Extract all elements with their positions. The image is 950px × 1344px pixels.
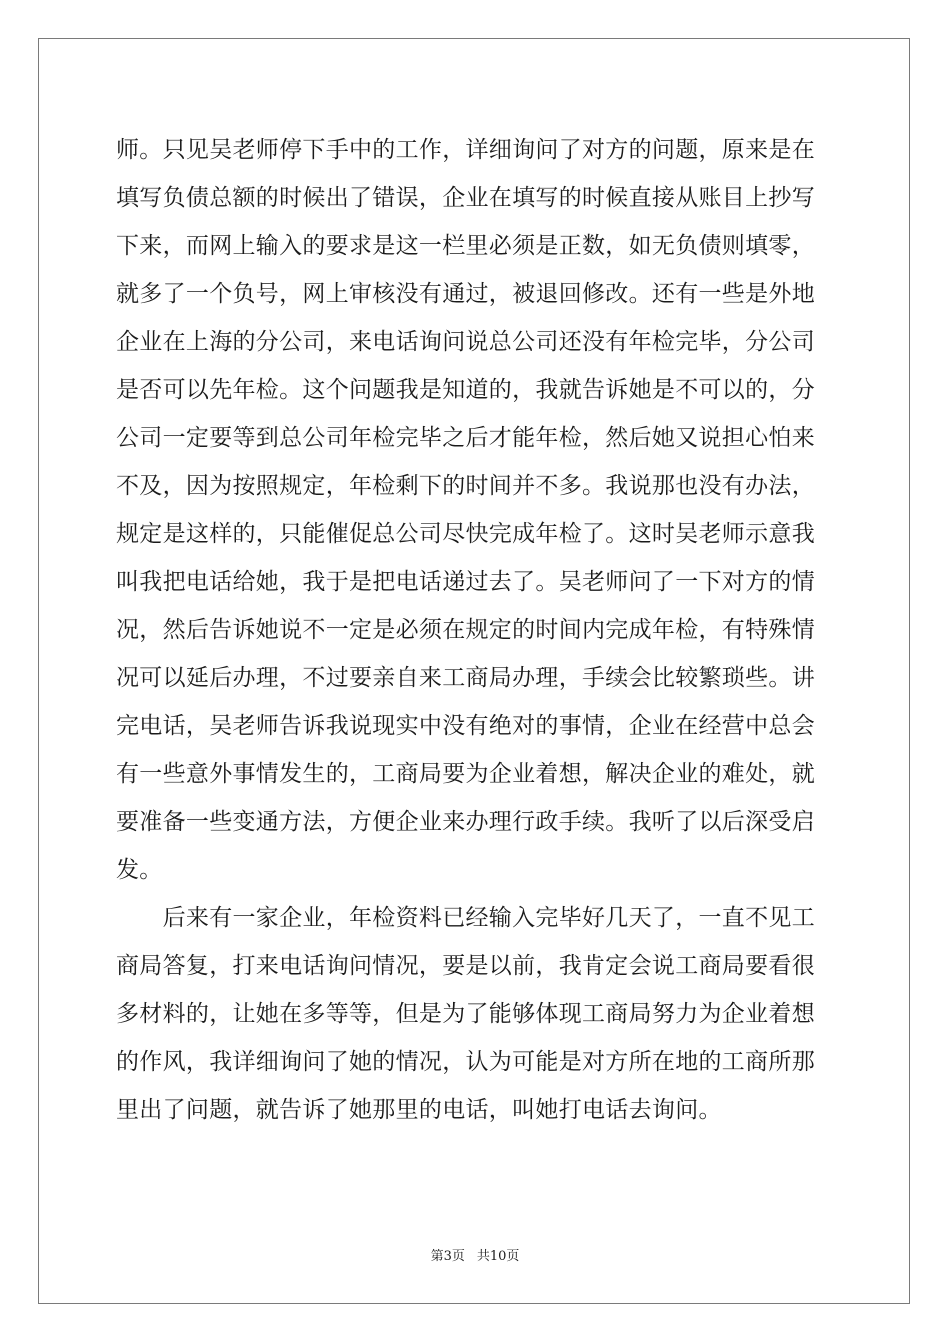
text-line: 况，然后告诉她说不一定是必须在规定的时间内完成年检，有特殊情 bbox=[116, 617, 815, 643]
text-line: 规定是这样的，只能催促总公司尽快完成年检了。这时吴老师示意我 bbox=[116, 521, 815, 547]
text-line: 要准备一些变通方法，方便企业来办理行政手续。我听了以后深受启 bbox=[116, 809, 815, 835]
page-footer bbox=[0, 1248, 950, 1266]
text-line: 下来，而网上输入的要求是这一栏里必须是正数，如无负债则填零， bbox=[116, 233, 815, 259]
text-line: 后来有一家企业，年检资料已经输入完毕好几天了，一直不见工 bbox=[116, 905, 815, 931]
text-line: 是否可以先年检。这个问题我是知道的，我就告诉她是不可以的，分 bbox=[116, 377, 815, 403]
text-line: 师。只见吴老师停下手中的工作，详细询问了对方的问题，原来是在 bbox=[116, 137, 815, 163]
text-line: 叫我把电话给她，我于是把电话递过去了。吴老师问了一下对方的情 bbox=[116, 569, 815, 595]
text-line: 里出了问题，就告诉了她那里的电话，叫她打电话去询问。 bbox=[116, 1097, 722, 1123]
text-line: 商局答复，打来电话询问情况，要是以前，我肯定会说工商局要看很 bbox=[116, 953, 815, 979]
text-line: 企业在上海的分公司，来电话询问说总公司还没有年检完毕，分公司 bbox=[116, 329, 815, 355]
text-line: 况可以延后办理，不过要亲自来工商局办理，手续会比较繁琐些。讲 bbox=[116, 665, 815, 691]
text-line: 就多了一个负号，网上审核没有通过，被退回修改。还有一些是外地 bbox=[116, 281, 815, 307]
text-line: 不及，因为按照规定，年检剩下的时间并不多。我说那也没有办法， bbox=[116, 473, 815, 499]
text-line: 完电话，吴老师告诉我说现实中没有绝对的事情，企业在经营中总会 bbox=[116, 713, 815, 739]
text-line: 有一些意外事情发生的，工商局要为企业着想，解决企业的难处，就 bbox=[116, 761, 815, 787]
text-line: 发。 bbox=[116, 857, 163, 883]
text-line: 多材料的，让她在多等等，但是为了能够体现工商局努力为企业着想 bbox=[116, 1001, 815, 1027]
text-line: 填写负债总额的时候出了错误，企业在填写的时候直接从账目上抄写 bbox=[116, 185, 815, 211]
page-total: 共10页 bbox=[476, 1249, 520, 1264]
text-line: 的作风，我详细询问了她的情况，认为可能是对方所在地的工商所那 bbox=[116, 1049, 815, 1075]
page-number: 第3页 bbox=[430, 1249, 465, 1264]
text-line: 公司一定要等到总公司年检完毕之后才能年检，然后她又说担心怕来 bbox=[116, 425, 815, 451]
